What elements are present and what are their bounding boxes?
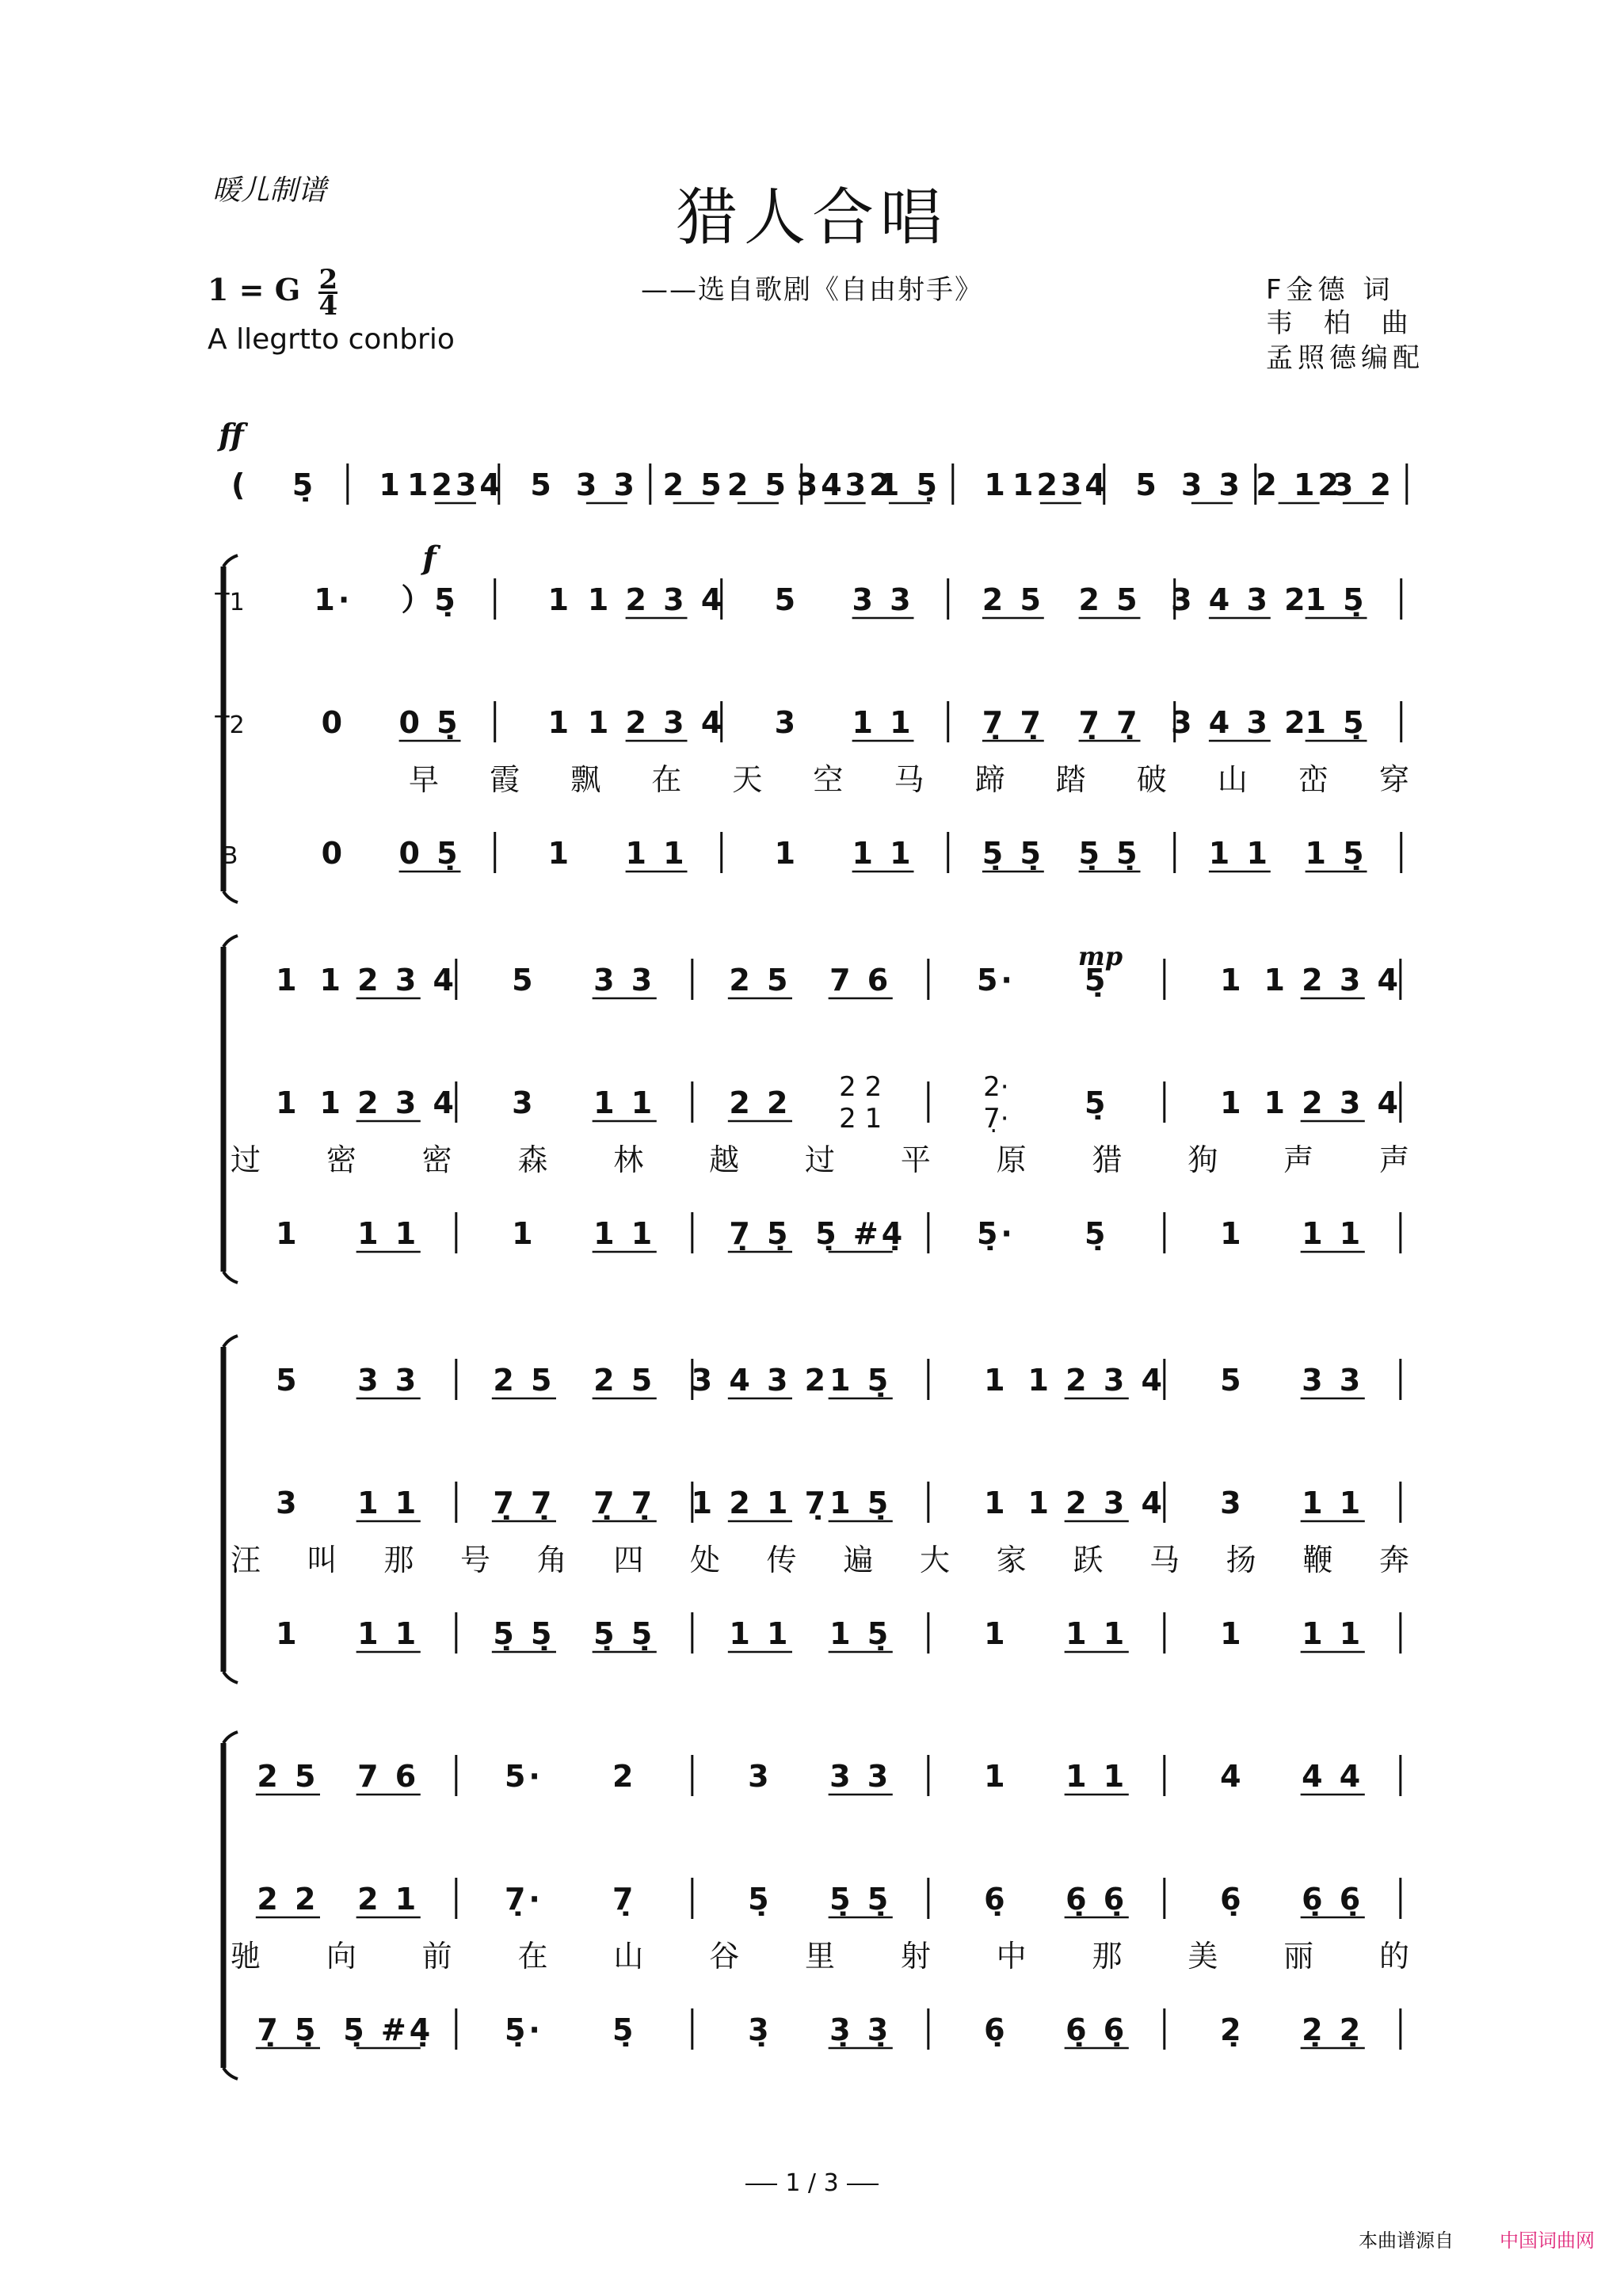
system-2-line-2-note: 1 1 xyxy=(593,1085,656,1120)
system-1-line-3-note: 5̣ 5̣ xyxy=(1078,836,1141,871)
system-2-line-3-note: 7̣ 5̣ xyxy=(729,1216,791,1251)
system-4-line-2-note: 7̣ xyxy=(612,1882,637,1917)
score-title: 猎人合唱 xyxy=(675,182,948,254)
time-top: 2 xyxy=(318,264,338,296)
system-2-lyric: 过 xyxy=(804,1142,836,1177)
intro-note: 3 3 xyxy=(1180,467,1243,502)
system-4-lyric: 的 xyxy=(1378,1939,1410,1974)
bracket-top-hook xyxy=(223,555,238,566)
system-3-line-1-note: 1 5̣ xyxy=(829,1363,892,1398)
system-4-line-2-note: 6̣ xyxy=(984,1882,1008,1917)
intro-note: 2 5 xyxy=(726,467,789,502)
system-3-lyric: 传 xyxy=(766,1543,797,1577)
bracket-top-hook xyxy=(223,1732,238,1743)
system-3-line-1-note: 5 xyxy=(1220,1363,1245,1398)
intro-note: 1 xyxy=(379,467,403,502)
system-1-line-1-note: 3 4 3 2 xyxy=(1171,582,1309,617)
tempo-marking: A llegrtto conbrio xyxy=(208,323,455,356)
system-3-lyric: 叫 xyxy=(307,1543,337,1577)
system-1-line-3-note: 1 xyxy=(547,836,573,871)
system-1-lyric: 穿 xyxy=(1378,762,1410,797)
system-3-lyric: 号 xyxy=(459,1543,491,1577)
part-label: T2 xyxy=(215,711,245,739)
system-1-line-1-note: 1 xyxy=(547,582,573,617)
system-3-line-2-note: 1 2 3 4 xyxy=(1027,1486,1165,1520)
system-3-line-2-note: 1 1 xyxy=(1302,1486,1364,1520)
system-2-lyric: 密 xyxy=(421,1142,452,1177)
dynamic-mp: mp xyxy=(1077,941,1123,971)
system-2-line-2-note: 2 2 xyxy=(729,1085,791,1120)
system-2-line-3-note: 1 xyxy=(276,1216,300,1251)
dynamic-ff: ff xyxy=(219,417,244,452)
system-4-line-3-note: 5̣ xyxy=(612,2012,637,2047)
system-1-line-2-note: 1 1 xyxy=(852,705,914,740)
system-1-line-2-note: 0 xyxy=(321,705,346,740)
system-4-line-3-note: 7̣ 5̣ xyxy=(257,2012,319,2047)
system-3-line-2-note: 1 2 1 7̣ xyxy=(691,1486,829,1520)
system-2-line-3-note: 1 1 xyxy=(357,1216,420,1251)
system-3-line-2-note: 3 xyxy=(276,1486,300,1520)
system-4-lyric: 里 xyxy=(804,1939,836,1974)
system-4-line-3-note: 3̣ xyxy=(748,2012,772,2047)
system-3-lyric: 四 xyxy=(613,1543,644,1577)
system-3-line-3-note: 1 5̣ xyxy=(829,1616,892,1651)
system-1-line-2-note: 3 4 3 2 xyxy=(1171,705,1309,740)
system-1-lyric: 踏 xyxy=(1055,762,1086,797)
intro-note: 1 5̣ xyxy=(878,467,940,502)
system-1-line-2-note: 1 5̣ xyxy=(1305,705,1367,740)
system-4-line-2-note: 5̣ xyxy=(748,1882,772,1917)
system-4-line-1-note: 5· xyxy=(504,1759,543,1794)
system-2-line-1-note: 3 3 xyxy=(593,963,656,997)
system-3-line-3-note: 1 xyxy=(984,1616,1008,1651)
system-3-line-1-note: 1 xyxy=(984,1363,1008,1398)
system-1-line-3-note: 1 1 xyxy=(625,836,688,871)
system-1-lyric: 空 xyxy=(813,762,844,797)
system-3-lyric: 马 xyxy=(1149,1543,1180,1577)
system-1-line-3-note: 5̣ 5̣ xyxy=(982,836,1044,871)
system-1-line-1-note: 2 5 xyxy=(1078,582,1141,617)
system-3-line-3-note: 1 xyxy=(276,1616,300,1651)
system-3-lyric: 跃 xyxy=(1073,1543,1104,1577)
system-1-lyric: 在 xyxy=(651,762,682,797)
system-4-line-3-note: 2̣ xyxy=(1220,2012,1245,2047)
intro-note: 5 xyxy=(1135,467,1160,502)
system-2-lyric: 声 xyxy=(1378,1142,1410,1177)
system-4-line-2-note: 6̣ 6̣ xyxy=(1302,1882,1364,1917)
system-3-line-1-note: 3 3 xyxy=(357,1363,420,1398)
brand-label: 暖儿制谱 xyxy=(212,174,327,207)
system-3-line-3-note: 1 1 xyxy=(729,1616,791,1651)
intro-note: ( xyxy=(231,467,249,502)
system-4-lyric: 驰 xyxy=(230,1939,261,1974)
system-1-lyric: 马 xyxy=(894,762,924,797)
system-4-lyric: 山 xyxy=(613,1939,644,1974)
system-1-line-3-note: 1 xyxy=(774,836,799,871)
subtitle: ——选自歌剧《自由射手》 xyxy=(641,274,983,306)
system-2-line-2-chord-upper: 2 2 xyxy=(839,1071,883,1103)
system-4-line-2-note: 2 1 xyxy=(357,1882,420,1917)
system-3-line-3-note: 5̣ 5̣ xyxy=(493,1616,555,1651)
system-1-line-1-note: 1 5̣ xyxy=(1305,582,1367,617)
system-1-line-2-note: 1 2 3 4 xyxy=(587,705,726,740)
system-2-lyric: 越 xyxy=(709,1142,740,1177)
system-2-line-2-note: 1 2 3 4 xyxy=(319,1085,457,1120)
system-1-line-2-note: 1 xyxy=(547,705,573,740)
system-1-lyric: 天 xyxy=(732,762,763,797)
system-4-lyric: 美 xyxy=(1188,1939,1218,1974)
system-2-line-1-note: 1 xyxy=(1220,963,1245,997)
system-1-lyric: 飘 xyxy=(570,762,601,797)
system-4-line-1-note: 7 6 xyxy=(357,1759,420,1794)
system-4-line-1-note: 2 xyxy=(612,1759,637,1794)
system-2-line-1-note: 2 5 xyxy=(729,963,791,997)
system-1-line-1-note: 3 3 xyxy=(852,582,914,617)
system-2-lyric: 原 xyxy=(996,1142,1027,1177)
system-4-lyric: 中 xyxy=(996,1939,1027,1974)
bracket-bottom-hook xyxy=(223,891,238,902)
dynamic-f: f xyxy=(422,540,436,577)
system-3-line-1-note: 2 5 xyxy=(593,1363,656,1398)
system-4-line-1-note: 1 xyxy=(984,1759,1008,1794)
system-2-line-2-note: 1 xyxy=(276,1085,300,1120)
system-2-line-1-note: 5· xyxy=(976,963,1016,997)
system-3-line-1-note: 2 5 xyxy=(493,1363,555,1398)
intro-note: 1234 xyxy=(407,467,504,502)
system-4-line-3-note: 5̣· xyxy=(504,2012,543,2047)
system-2-line-1-note: 1 2 3 4 xyxy=(319,963,457,997)
system-3-lyric: 汪 xyxy=(230,1543,261,1577)
system-3-line-3-note: 5̣ 5̣ xyxy=(593,1616,656,1651)
system-4-line-2-note: 5̣ 5̣ xyxy=(829,1882,892,1917)
system-1-lyric: 蹄 xyxy=(974,762,1005,797)
system-3-line-1-note: 5 xyxy=(276,1363,300,1398)
system-1-lyric: 霞 xyxy=(490,762,520,797)
system-3-line-3-note: 1 xyxy=(1220,1616,1245,1651)
system-1-line-3-note: 1 1 xyxy=(1208,836,1271,871)
system-2-line-3-note: 1 1 xyxy=(1302,1216,1364,1251)
system-3-line-1-note: 3 4 3 2 xyxy=(691,1363,829,1398)
system-1-line-1-note: 2 5 xyxy=(982,582,1044,617)
system-3-lyric: 奔 xyxy=(1378,1543,1410,1577)
system-3-lyric: 那 xyxy=(383,1543,414,1577)
intro-note: 3 3 xyxy=(575,467,638,502)
system-4-line-3-note: 6̣ xyxy=(984,2012,1008,2047)
system-2-line-2-note: 5̣ xyxy=(1084,1085,1109,1120)
system-3-line-2-note: 1 1 xyxy=(357,1486,420,1520)
system-2-line-3-note: 5̣· xyxy=(976,1216,1016,1251)
system-2-line-2-chord-upper: 2· xyxy=(983,1071,1009,1103)
system-3-line-2-note: 7̣ 7̣ xyxy=(493,1486,555,1520)
system-1-line-2-note: 7̣ 7̣ xyxy=(1078,705,1141,740)
system-4-line-1-note: 4 4 xyxy=(1302,1759,1364,1794)
system-2-lyric: 林 xyxy=(613,1142,644,1177)
page-number xyxy=(0,2169,1624,2197)
page-number-text: 1 / 3 xyxy=(785,2169,839,2197)
system-1-lyric: 山 xyxy=(1217,762,1248,797)
system-3-line-1-note: 3 3 xyxy=(1302,1363,1364,1398)
system-2-lyric: 猎 xyxy=(1092,1142,1123,1177)
system-2-line-2-chord-lower: 2 1 xyxy=(839,1103,883,1135)
system-3-line-2-note: 7̣ 7̣ xyxy=(593,1486,656,1520)
system-4-lyric: 那 xyxy=(1092,1939,1123,1974)
system-2-lyric: 平 xyxy=(900,1142,931,1177)
system-2-line-3-note: 1 xyxy=(1220,1216,1245,1251)
intro-note: 2 12 xyxy=(1256,467,1342,502)
system-4-line-3-note: 3̣ 3̣ xyxy=(829,2012,892,2047)
system-2-line-3-note: 5̣ #4̣ xyxy=(815,1216,906,1251)
system-1-line-3-note: 0 xyxy=(321,836,346,871)
system-3-line-2-note: 1 5̣ xyxy=(829,1486,892,1520)
system-1-lyric: 破 xyxy=(1136,762,1167,797)
system-2-line-1-note: 1 xyxy=(276,963,300,997)
system-3-lyric: 遍 xyxy=(843,1543,874,1577)
system-4-line-2-note: 6̣ xyxy=(1220,1882,1245,1917)
system-2-lyric: 狗 xyxy=(1188,1142,1218,1177)
system-4-line-3-note: 5̣ #4̣ xyxy=(343,2012,434,2047)
system-2-lyric: 过 xyxy=(230,1142,261,1177)
bracket-bottom-hook xyxy=(223,1672,238,1683)
system-1-line-2-note: 0 5̣ xyxy=(398,705,461,740)
system-2-lyric: 密 xyxy=(326,1142,356,1177)
system-3-line-1-note: 1 2 3 4 xyxy=(1027,1363,1165,1398)
system-4-line-2-note: 6̣ 6̣ xyxy=(1066,1882,1128,1917)
system-3-line-3-note: 1 1 xyxy=(1066,1616,1128,1651)
bracket-top-hook xyxy=(223,936,238,947)
system-3-lyric: 鞭 xyxy=(1302,1543,1333,1577)
system-2-line-3-note: 1 xyxy=(512,1216,536,1251)
system-2-line-2-note: 1 2 3 4 xyxy=(1264,1085,1401,1120)
system-3-line-2-note: 1 xyxy=(984,1486,1008,1520)
system-4-line-1-note: 3 3 xyxy=(829,1759,892,1794)
key-text: 1 = G xyxy=(208,272,301,307)
system-2-line-3-note: 1 1 xyxy=(593,1216,656,1251)
system-2-line-1-note: 5̣ xyxy=(1084,963,1109,997)
system-1-line-1-note: ）5̣ xyxy=(401,582,459,617)
system-3-line-3-note: 1 1 xyxy=(357,1616,420,1651)
system-4-line-1-note: 1 1 xyxy=(1066,1759,1128,1794)
system-4-lyric: 前 xyxy=(421,1939,452,1974)
system-4-lyric: 丽 xyxy=(1283,1939,1314,1974)
system-1-lyric: 早 xyxy=(408,762,440,797)
credit-arranger: 孟照德编配 xyxy=(1266,342,1424,374)
system-2-line-2-note: 1 xyxy=(1220,1085,1245,1120)
system-1-line-1-note: 1 2 3 4 xyxy=(587,582,726,617)
system-3-lyric: 大 xyxy=(919,1543,951,1577)
system-2-line-3-note: 5̣ xyxy=(1084,1216,1109,1251)
intro-note: 1 xyxy=(984,467,1008,502)
credit-composer: 韦 柏 曲 xyxy=(1266,307,1420,339)
system-2-line-2-chord-lower: 7̣· xyxy=(983,1103,1009,1135)
system-3-line-3-note: 1 1 xyxy=(1302,1616,1364,1651)
bracket-bottom-hook xyxy=(223,2068,238,2079)
intro-note: 3432 xyxy=(796,467,894,502)
intro-note: 1234 xyxy=(1012,467,1109,502)
bracket-top-hook xyxy=(223,1336,238,1347)
system-3-lyric: 角 xyxy=(536,1543,567,1577)
system-1-line-1-note: 5 xyxy=(774,582,799,617)
part-label: T1 xyxy=(215,589,245,616)
part-label: B xyxy=(221,842,238,870)
system-1-line-2-note: 7̣ 7̣ xyxy=(982,705,1044,740)
system-4-lyric: 在 xyxy=(517,1939,548,1974)
system-1-line-2-note: 3 xyxy=(774,705,799,740)
intro-note: 2 5 xyxy=(662,467,725,502)
system-4-lyric: 谷 xyxy=(709,1939,740,1974)
system-2-line-1-note: 5 xyxy=(512,963,536,997)
system-3-lyric: 家 xyxy=(996,1543,1027,1577)
system-2-line-1-note: 1 2 3 4 xyxy=(1264,963,1401,997)
system-4-line-3-note: 2̣ 2̣ xyxy=(1302,2012,1364,2047)
system-4-lyric: 向 xyxy=(326,1939,356,1974)
system-4-lyric: 射 xyxy=(900,1939,931,1974)
intro-note: 5 xyxy=(530,467,555,502)
system-4-line-2-note: 2 2 xyxy=(257,1882,319,1917)
system-4-line-3-note: 6̣ 6̣ xyxy=(1066,2012,1128,2047)
system-4-line-1-note: 4 xyxy=(1220,1759,1245,1794)
intro-note: 3 2 xyxy=(1332,467,1394,502)
system-1-line-3-note: 1 5̣ xyxy=(1305,836,1367,871)
system-2-lyric: 森 xyxy=(517,1142,548,1177)
system-2-line-1-note: 7 6 xyxy=(829,963,892,997)
intro-note: 5̣ xyxy=(292,467,317,502)
system-3-lyric: 处 xyxy=(689,1543,721,1577)
system-4-line-1-note: 3 xyxy=(748,1759,772,1794)
time-bottom: 4 xyxy=(318,290,338,322)
system-2-lyric: 声 xyxy=(1283,1142,1314,1177)
system-1-line-3-note: 1 1 xyxy=(852,836,914,871)
system-1-lyric: 峦 xyxy=(1298,762,1329,797)
system-4-line-2-note: 7̣· xyxy=(504,1882,543,1917)
system-3-line-2-note: 3 xyxy=(1220,1486,1245,1520)
system-3-lyric: 扬 xyxy=(1226,1543,1256,1577)
system-1-line-1-note: 1· xyxy=(314,582,353,617)
credit-lyricist: F金德 词 xyxy=(1266,274,1395,306)
system-4-line-1-note: 2 5 xyxy=(257,1759,319,1794)
system-1-line-3-note: 0 5̣ xyxy=(398,836,461,871)
site-name: 中国词曲网 xyxy=(1500,2230,1595,2252)
bracket-bottom-hook xyxy=(223,1272,238,1283)
system-2-line-2-note: 3 xyxy=(512,1085,536,1120)
source-label: 本曲谱源自 xyxy=(1359,2230,1454,2252)
